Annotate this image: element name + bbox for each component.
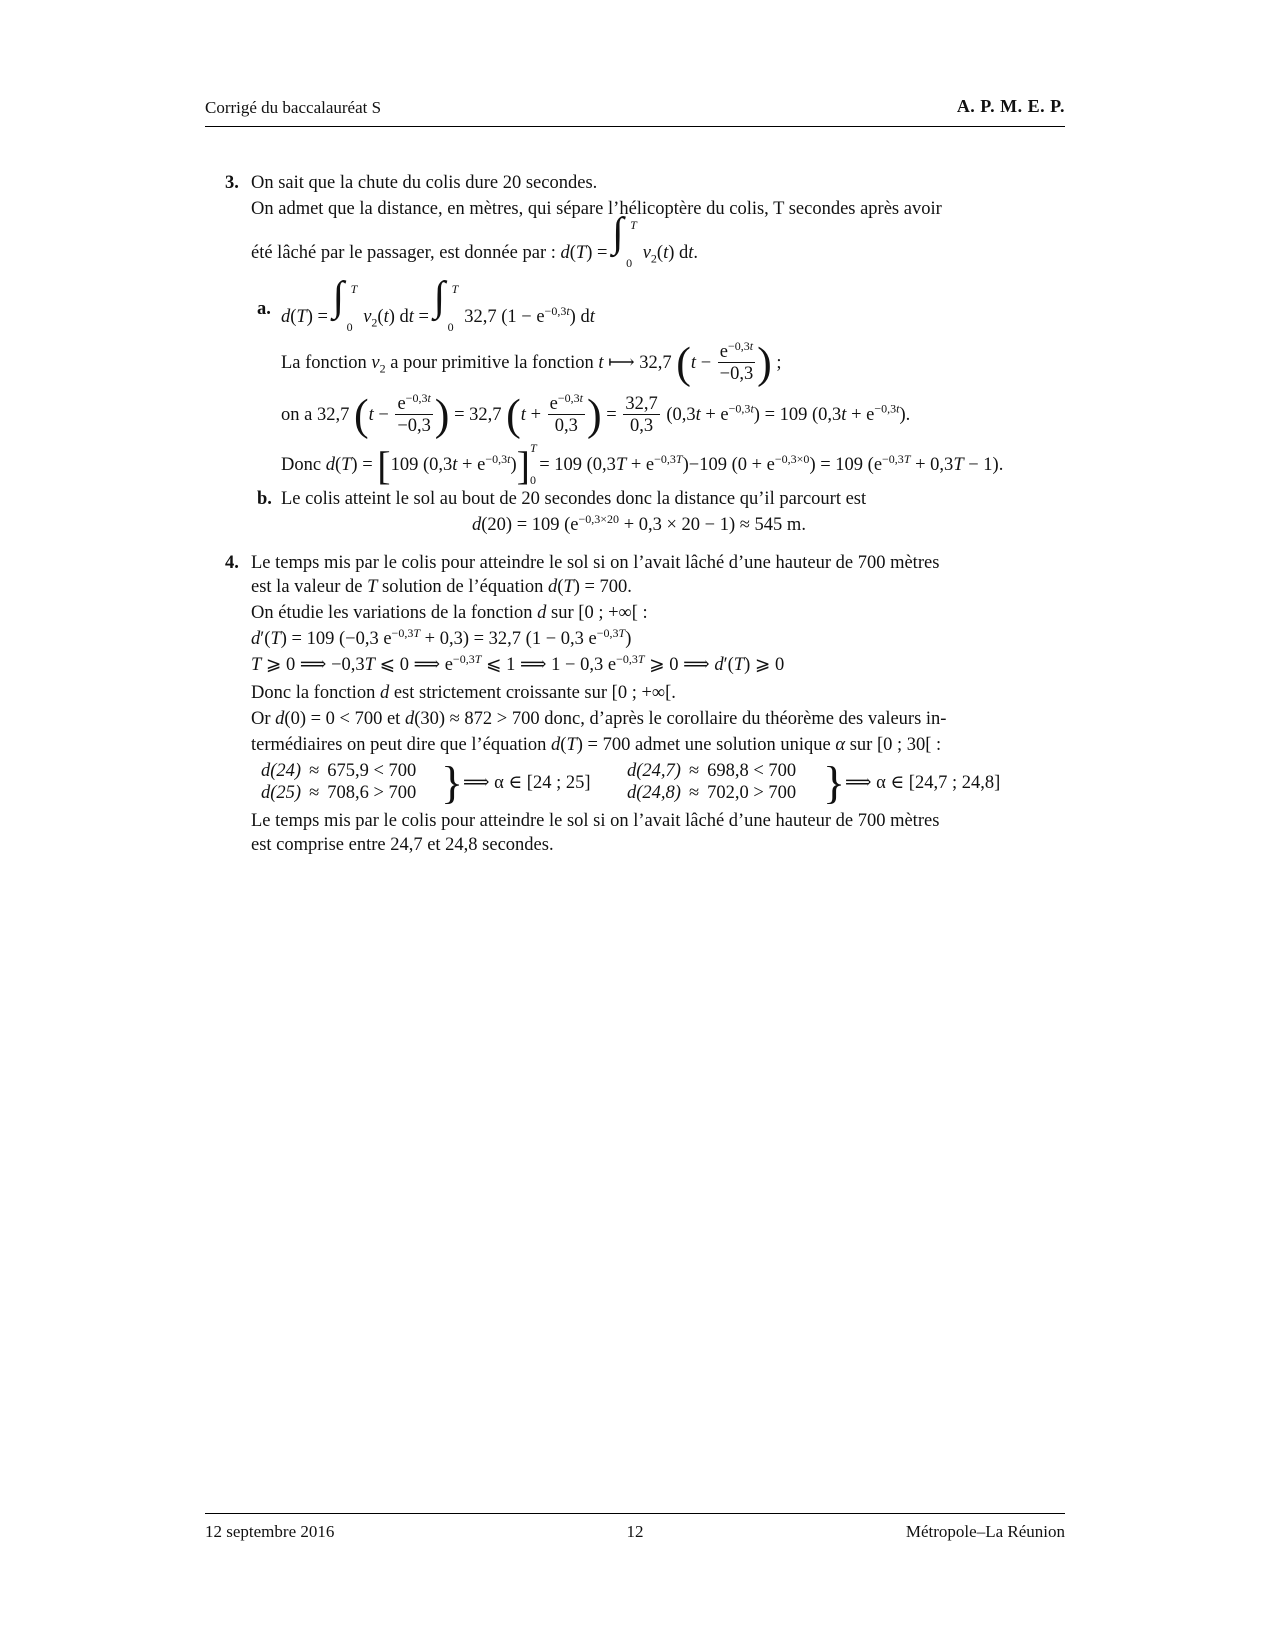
table-row bbox=[623, 782, 800, 804]
q4-number: 4. bbox=[225, 553, 239, 573]
table-cell: 675,9 < 700 bbox=[327, 761, 417, 781]
right-brace-2: } bbox=[823, 757, 846, 808]
q4-line3-text: On étudie les variations de la fonction bbox=[251, 603, 533, 623]
footer-page-number: 12 bbox=[626, 1522, 644, 1541]
dichotomy-table-2 bbox=[623, 760, 800, 804]
table-row bbox=[257, 760, 420, 782]
q4-line5: Donc la fonction d est strictement croissante sur [0 ; +∞[. bbox=[251, 683, 676, 703]
q4-sign-line: T ⩾ 0 ⟹ −0,3T ⩽ 0 ⟹ $e^{-0,3T}$ ⩽ 1 ⟹ 1 − 0,3 $e^{-0,3T}$ ⩾ 0 ⟹ d′(T) ⩾ 0 bbox=[251, 651, 785, 675]
footer-date: 12 septembre 2016 bbox=[205, 1522, 335, 1541]
q3a-donc-text: Donc bbox=[281, 455, 322, 475]
q3-line3-text: été lâché par le passager, est donnée par : bbox=[251, 243, 556, 263]
page-footer bbox=[205, 1513, 1065, 1544]
q3b-result-value: ≈ 545 m. bbox=[739, 515, 806, 535]
table-cell: 708,6 > 700 bbox=[327, 783, 417, 803]
q4-line6: Or d(0) = 0 < 700 et d(30) ≈ 872 > 700 donc, d’après le corollaire du théorème des valeurs in- bbox=[251, 709, 947, 729]
conclusion-2: ⟹ α ∈ [24,7 ; 24,8] bbox=[845, 773, 1001, 793]
table-cell: ≈ bbox=[688, 761, 700, 781]
footer-location: Métropole–La Réunion bbox=[905, 1522, 1065, 1541]
q3a-fonction2-text: a pour primitive la fonction bbox=[390, 352, 594, 373]
q4-line6-or: Or bbox=[251, 709, 271, 729]
table-cell: ≈ bbox=[309, 783, 320, 803]
header-apmep: A. P. M. E. P. bbox=[956, 96, 1065, 116]
q4-line2-b: solution de l’équation bbox=[382, 577, 544, 597]
dichotomy-table-1 bbox=[257, 760, 420, 804]
table-cell: ≈ bbox=[688, 783, 700, 803]
q3-number: 3. bbox=[225, 173, 239, 193]
table-cell: d(24) bbox=[261, 761, 302, 781]
table-cell: 698,8 < 700 bbox=[707, 761, 797, 781]
q4-line5-donc: Donc la fonction bbox=[251, 683, 376, 703]
q3a-fonction-text: La fonction bbox=[281, 352, 367, 373]
q3b-label: b. bbox=[257, 489, 272, 509]
q3a-ona-line: on a 32,7 (t − $\frac{e^{-0,3t}}{-0,3}$ ) = 32,7 (t + $\frac{e^{-0,3t}}{0,3}$ ) = $\frac{32,7}{0,3}$ $(0,3t + e^{-0,3t}) = 109$ $(0,3t + e^{-0,3t})$. bbox=[281, 390, 911, 440]
q3-line1: On sait que la chute du colis dure 20 secondes. bbox=[251, 173, 598, 193]
right-brace-1: } bbox=[441, 757, 464, 808]
table-cell: d(24,7) bbox=[627, 761, 681, 781]
q3a-ona-text: on a bbox=[281, 404, 313, 425]
q4-derivative-line: d′(T) = 109 (−0,3 $e^{-0,3T} + 0,3) = 32,7$ (1 − 0,3 $e^{-0,3T}$) bbox=[251, 625, 632, 649]
q4-line5-b: est strictement croissante sur bbox=[393, 683, 608, 703]
q4-line7-c: sur bbox=[849, 735, 873, 755]
q4-line7: termédiaires on peut dire que l’équation d(T) = 700 admet une solution unique α sur [0 ; 30[ : bbox=[251, 735, 942, 755]
q4-line2-a: est la valeur de bbox=[251, 577, 363, 597]
conclusion-1: ⟹ α ∈ [24 ; 25] bbox=[463, 773, 591, 793]
q4-line9: Le temps mis par le colis pour atteindre le sol si on l’avait lâché d’une hauteur de 700 mètres bbox=[251, 811, 940, 831]
table-cell: 702,0 > 700 bbox=[707, 783, 797, 803]
q3a-integral-line: d(T) = ∫ T 0 $v_2(t)$ dt = ∫ T 0 32,7 $(1 - e^{-0,3t})$ dt bbox=[281, 274, 595, 334]
q4-line6-b: donc, d’après le corollaire du théorème des valeurs in- bbox=[544, 709, 947, 729]
q3-line2: On admet que la distance, en mètres, qui sépare l’hélicoptère du colis, T secondes après avoir bbox=[251, 199, 942, 219]
q4-line2: est la valeur de T solution de l’équation d(T) = 700. bbox=[251, 577, 632, 597]
integral-symbol: ∫ T 0 bbox=[612, 210, 637, 270]
table-cell: d(25) bbox=[261, 783, 302, 803]
q4-line3-sur: sur bbox=[551, 603, 574, 623]
table-row bbox=[257, 782, 420, 804]
q3a-primitive-line: La fonction $v_2$ a pour primitive la fonction t ⟼ 32,7 (t − $\frac{e^{-0,3t}}{-0,3}$ ) ; bbox=[281, 338, 782, 388]
q4-line7-a: termédiaires on peut dire que l’équation bbox=[251, 735, 547, 755]
q4-line1: Le temps mis par le colis pour atteindre le sol si on l’avait lâché d’une hauteur de 700 mètres bbox=[251, 553, 940, 573]
q3b-text: Le colis atteint le sol au bout de 20 secondes donc la distance qu’il parcourt est bbox=[281, 489, 867, 509]
q3-line3: été lâché par le passager, est donnée par : d(T) = ∫ T 0 $v_2(t)$ dt. bbox=[251, 210, 699, 270]
header-title: Corrigé du baccalauréat S bbox=[205, 98, 382, 117]
page-header bbox=[205, 98, 1065, 127]
table-cell: ≈ bbox=[309, 761, 320, 781]
table-cell: d(24,8) bbox=[627, 783, 681, 803]
q3b-result: d(20) = 109 $(e^{-0,3\times 20} + 0,3 \times 20 - 1) \approx 545$ m. bbox=[472, 511, 806, 535]
q4-line7-b: admet une solution unique bbox=[634, 735, 831, 755]
q3a-label: a. bbox=[257, 299, 271, 319]
table-row bbox=[623, 760, 800, 782]
q4-line3: On étudie les variations de la fonction d sur [0 ; +∞[ : bbox=[251, 603, 648, 623]
q3a-donc-line: Donc d(T) = [109 $(0,3t + e^{-0,3t})$] T 0 = 109 $(0,3T + e^{-0,3T})-109$ $(0 + e^{-0,3\times 0}) = 109$ $(e^{-0,3T} + 0,3T - 1)$. bbox=[281, 441, 1004, 488]
q4-line10: est comprise entre 24,7 et 24,8 secondes. bbox=[251, 835, 554, 855]
